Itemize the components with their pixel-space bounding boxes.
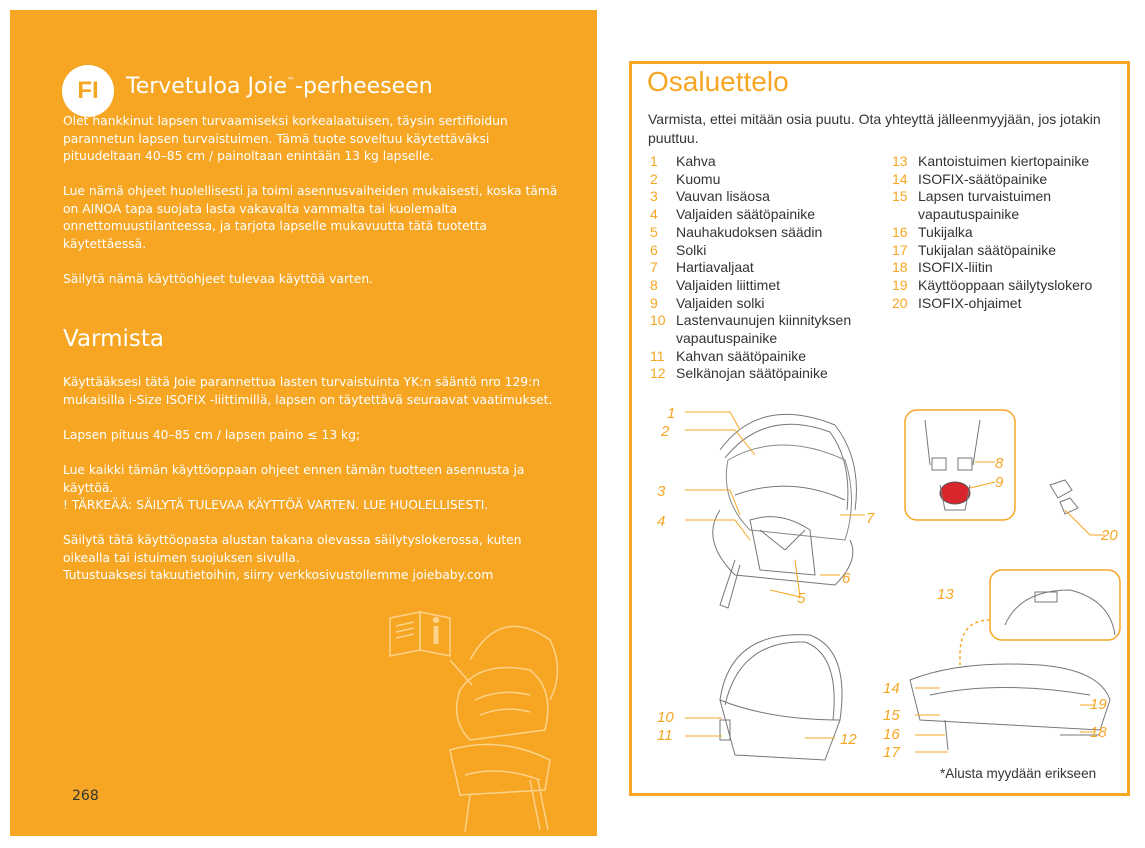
callout-14: 14 (883, 680, 900, 697)
read-manual-paragraph: Lue kaikki tämän käyttöoppaan ohjeet ennen tämän tuotteen asennusta ja käyttöä. (63, 463, 525, 495)
part-item: 15 Lapsen turvaistuimen vapautuspainike (892, 188, 1052, 223)
page-number: 268 (72, 788, 99, 804)
part-item: 14 ISOFIX-säätöpainike (892, 170, 1048, 187)
parts-list-title: Osaluettelo (647, 66, 789, 97)
part-item: 19 Käyttöoppaan säilytyslokero (892, 276, 1093, 293)
parts-list-column-2 (892, 153, 1122, 312)
callout-lines (685, 412, 1105, 752)
part-item: 4 Valjaiden säätöpainike (650, 206, 816, 223)
parts-diagram (640, 390, 1125, 765)
part-item: 6 Solki (650, 241, 707, 258)
callout-numbers (657, 405, 1118, 761)
base-rotation-detail (990, 570, 1120, 640)
trademark: ™ (287, 76, 296, 85)
car-seat-back-diagram (720, 635, 842, 760)
callout-11: 11 (657, 727, 673, 744)
isofix-base-diagram (910, 664, 1110, 750)
callout-5: 5 (797, 590, 806, 607)
callout-13: 13 (937, 586, 954, 603)
part-item: 7 Hartiavaljaat (650, 259, 754, 276)
callout-12: 12 (840, 731, 857, 748)
callout-19: 19 (1090, 696, 1107, 713)
callout-18: 18 (1090, 724, 1107, 741)
child-size-paragraph: Lapsen pituus 40–85 cm / lapsen paino ≤ 13 kg; (63, 428, 361, 442)
callout-1: 1 (667, 405, 676, 422)
requirements-paragraph: Käyttääksesi tätä Joie parannettua lasten turvaistuinta YK:n sääntö nro 129:n mukaisilla i-Size ISOFIX -liittimillä, lapsen on täytettävä seuraavat vaatimukset. (63, 375, 553, 407)
language-badge: FI (62, 65, 114, 117)
warranty-paragraph: Tutustuaksesi takuutietoihin, siirry verkkosivustollemme joiebaby.com (63, 568, 494, 582)
part-item: 17 Tukijalan säätöpainike (892, 241, 1057, 258)
part-item: 9 Valjaiden solki (650, 294, 765, 311)
car-seat-front-diagram (713, 414, 857, 608)
footnote: *Alusta myydään erikseen (940, 766, 1097, 781)
part-item: 5 Nauhakudoksen säädin (650, 223, 823, 240)
part-item: 1 Kahva (650, 153, 716, 169)
part-item: 16 Tukijalka (892, 223, 973, 240)
welcome-title: Tervetuloa Joie™-perheeseen (126, 74, 433, 99)
car-seat-illustration (450, 626, 558, 740)
part-item: 20 ISOFIX-ohjaimet (892, 294, 1022, 311)
part-item: 11 Kahvan säätöpainike (650, 347, 806, 364)
section-title: Varmista (63, 326, 164, 352)
callout-10: 10 (657, 709, 674, 726)
callout-15: 15 (883, 707, 900, 724)
callout-3: 3 (657, 483, 666, 500)
instructions-paragraph: Lue nämä ohjeet huolellisesti ja toimi asennusvaiheiden mukaisesti, koska tämä on AINOA tapa suojata lasta vakavalta vammalta tai kuolemalta onnettomuustilanteessa, ja tarjota lapselle mukavuutta tätä tuotetta käytettäessä. (63, 184, 558, 251)
callout-17: 17 (883, 744, 900, 761)
part-item: 13 Kantoistuimen kiertopainike (892, 153, 1090, 169)
car-seat-manual-illustration (380, 600, 580, 836)
part-item: 3 Vauvan lisäosa (650, 188, 770, 205)
isofix-base-illustration (450, 744, 550, 832)
isofix-guides-detail (1050, 480, 1078, 514)
important-notice: ! TÄRKEÄÄ: SÄILYTÄ TULEVAA KÄYTTÖÄ VARTEN. LUE HUOLELLISESTI. (63, 498, 489, 512)
callout-2: 2 (661, 423, 670, 440)
callout-4: 4 (657, 513, 666, 530)
part-item: 12 Selkänojan säätöpainike (650, 365, 828, 382)
callout-8: 8 (995, 455, 1004, 472)
left-page (10, 10, 597, 836)
part-item: 2 Kuomu (650, 170, 721, 187)
parts-list-column-1 (650, 153, 885, 383)
callout-16: 16 (883, 726, 900, 743)
callout-6: 6 (842, 570, 851, 587)
storage-paragraph: Säilytä tätä käyttöopasta alustan takana olevassa säilytyslokerossa, kuten oikealla tai istuimen suojuksen sivulla. (63, 533, 522, 565)
manual-book-icon (390, 612, 450, 656)
callout-20: 20 (1101, 527, 1118, 544)
callout-9: 9 (995, 474, 1004, 491)
keep-instructions-paragraph: Säilytä nämä käyttöohjeet tulevaa käyttöä varten. (63, 272, 374, 286)
part-item: 8 Valjaiden liittimet (650, 276, 781, 293)
part-item: 10 Lastenvaunujen kiinnityksen vapautuspainike (650, 312, 852, 347)
parts-intro: Varmista, ettei mitään osia puutu. Ota yhteyttä jälleenmyyjään, jos jotakin puuttuu. (648, 111, 1101, 146)
part-item: 18 ISOFIX-liitin (892, 259, 993, 276)
callout-7: 7 (866, 510, 875, 527)
intro-paragraph: Olet hankkinut lapsen turvaamiseksi korkealaatuisen, täysin sertifioidun parannetun lapsen turvaistuimen. Tämä tuote soveltuu käytettäväksi pituudeltaan 40–85 cm / painoltaan enintään 13 kg lapselle. (63, 114, 508, 164)
